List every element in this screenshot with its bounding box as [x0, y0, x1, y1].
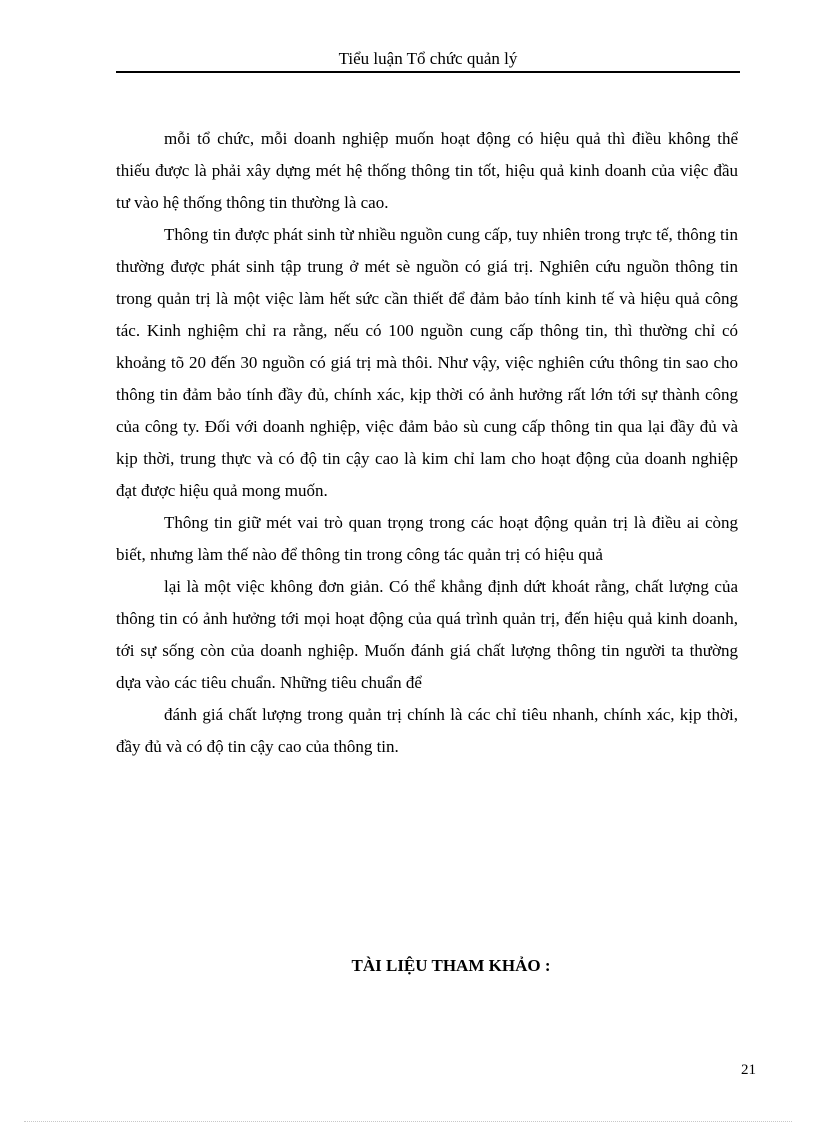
paragraph: Thông tin giữ mét vai trò quan trọng trong các hoạt động quản trị là điều ai còng biết, nhưng làm thế nào để thông tin trong công tác quản trị có hiệu quả: [116, 513, 738, 564]
paragraph: đánh giá chất lượng trong quản trị chính là các chỉ tiêu nhanh, chính xác, kịp thời, đầy đủ và có độ tin cậy cao của thông tin.: [116, 705, 738, 756]
references-heading: TÀI LIỆU THAM KHẢO :: [351, 956, 551, 975]
paragraph: mỗi tổ chức, mỗi doanh nghiệp muốn hoạt động có hiệu quả thì điều không thể thiếu được là phải xây dựng mét hệ thống thông tin tốt, hiệu quả kinh doanh của việc đầu tư vào hệ thống thông tin thường là cao.: [116, 129, 738, 212]
page-number: 21: [741, 1062, 756, 1078]
page-bottom-edge: [24, 1121, 792, 1122]
body-text: [116, 123, 738, 763]
paragraph: Thông tin được phát sinh từ nhiều nguồn cung cấp, tuy nhiên trong trực tế, thông tin thường được phát sinh tập trung ở mét sè nguồn có giá trị. Nghiên cứu nguồn thông tin trong quản trị là một việc làm hết sức cần thiết để đảm bảo tính kinh tế và hiệu quả công tác. Kinh nghiệm chỉ ra rằng, nếu có 100 nguồn cung cấp thông tin, thì thường chỉ có khoảng tõ 20 đến 30 nguồn có giá trị mà thôi. Như vậy, việc nghiên cứu thông tin sao cho thông tin đảm bảo tính đầy đủ, chính xác, kịp thời có ảnh hưởng rất lớn tới sự thành công của công ty. Đối với doanh nghiệp, việc đảm bảo sù cung cấp thông tin qua lại đầy đủ và kịp thời, trung thực và có độ tin cậy cao là kim chỉ lam cho hoạt động của doanh nghiệp đạt được hiệu quả mong muốn.: [116, 225, 738, 500]
paragraph: lại là một việc không đơn giản. Có thể khẳng định dứt khoát rằng, chất lượng của thông tin có ảnh hưởng tới mọi hoạt động của quá trình quản trị, đến hiệu quả kinh doanh, tới sự sống còn của doanh nghiệp. Muốn đánh giá chất lượng thông tin người ta thường dựa vào các tiêu chuẩn. Những tiêu chuẩn để: [116, 577, 738, 692]
header-rule: [116, 71, 740, 73]
running-header: Tiểu luận Tổ chức quản lý: [338, 49, 518, 68]
